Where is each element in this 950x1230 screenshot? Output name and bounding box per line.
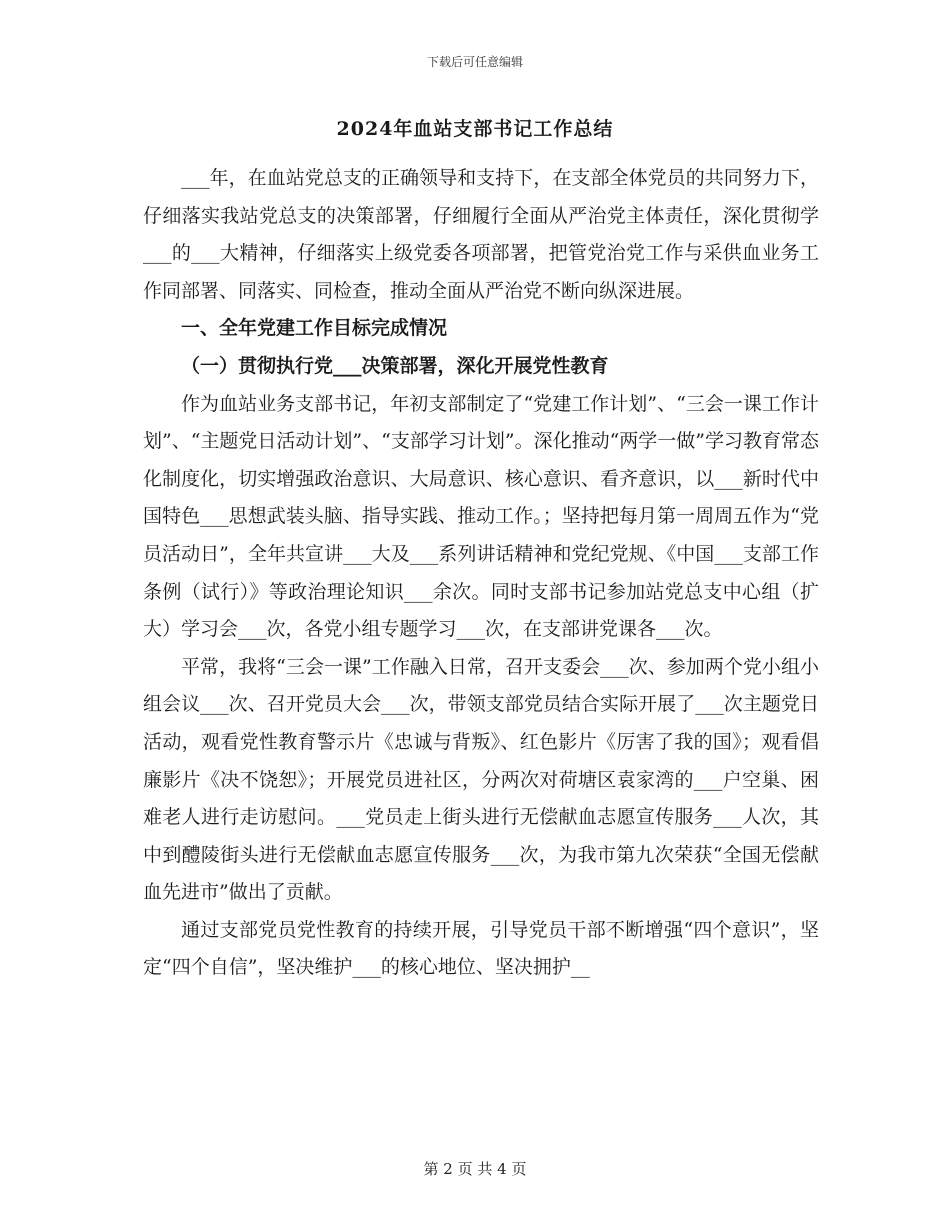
paragraph-daily-activities: 平常，我将“三会一课”工作融入日常，召开支委会___次、参加两个党小组小组会议___次、召开党员大会___次，带领支部党员结合实际开展了___次主题党日活动，观看党性教育警示片《忠诚与背叛》、红色影片《厉害了我的国》；观看倡廉影片《决不饶恕》；开展党员进社区，分两次对荷塘区袁家湾的___户空巢、困难老人进行走访慰问。___党员走上街头进行无偿献血志愿宣传服务___人次，其中到醴陵街头进行无偿献血志愿宣传服务___次，为我市第九次荣获“全国无偿献血先进市”做出了贡献。: [143, 655, 819, 904]
page-header-note: 下载后可任意编辑: [426, 55, 523, 69]
paragraph-party-education: 作为血站业务支部书记，年初支部制定了“党建工作计划”、“三会一课工作计划”、“主题党日活动计划”、“支部学习计划”。深化推动“两学一做”学习教育常态化制度化，切实增强政治意识、大局意识、核心意识、看齐意识，以___新时代中国特色___思想武装头脑、指导实践、推动工作。；坚持把每月第一周周五作为“党员活动日”，全年共宣讲___大及___系列讲话精神和党纪党规、《中国___支部工作条例（试行）》等政治理论知识___余次。同时支部书记参加站党总支中心组（扩大）学习会___次，各党小组专题学习___次，在支部讲党课各___次。: [143, 392, 819, 641]
page-number: 第 2 页 共 4 页: [423, 1160, 527, 1178]
section-heading-1: 一、全年党建工作目标完成情况: [181, 317, 448, 340]
subsection-heading-1: （一）贯彻执行党___决策部署，深化开展党性教育: [181, 354, 609, 377]
paragraph-intro: ___年，在血站党总支的正确领导和支持下，在支部全体党员的共同努力下，仔细落实我站党总支的决策部署，仔细履行全面从严治党主体责任，深化贯彻学___的___大精神，仔细落实上级党委各项部署，把管党治党工作与采供血业务工作同部署、同落实、同检查，推动全面从严治党不断向纵深进展。: [143, 167, 819, 302]
document-body: [143, 160, 819, 987]
paragraph-results: 通过支部党员党性教育的持续开展，引导党员干部不断增强“四个意识”，坚定“四个自信”，坚决维护___的核心地位、坚决拥护__: [143, 918, 819, 979]
document-title: 2024年血站支部书记工作总结: [336, 118, 614, 140]
